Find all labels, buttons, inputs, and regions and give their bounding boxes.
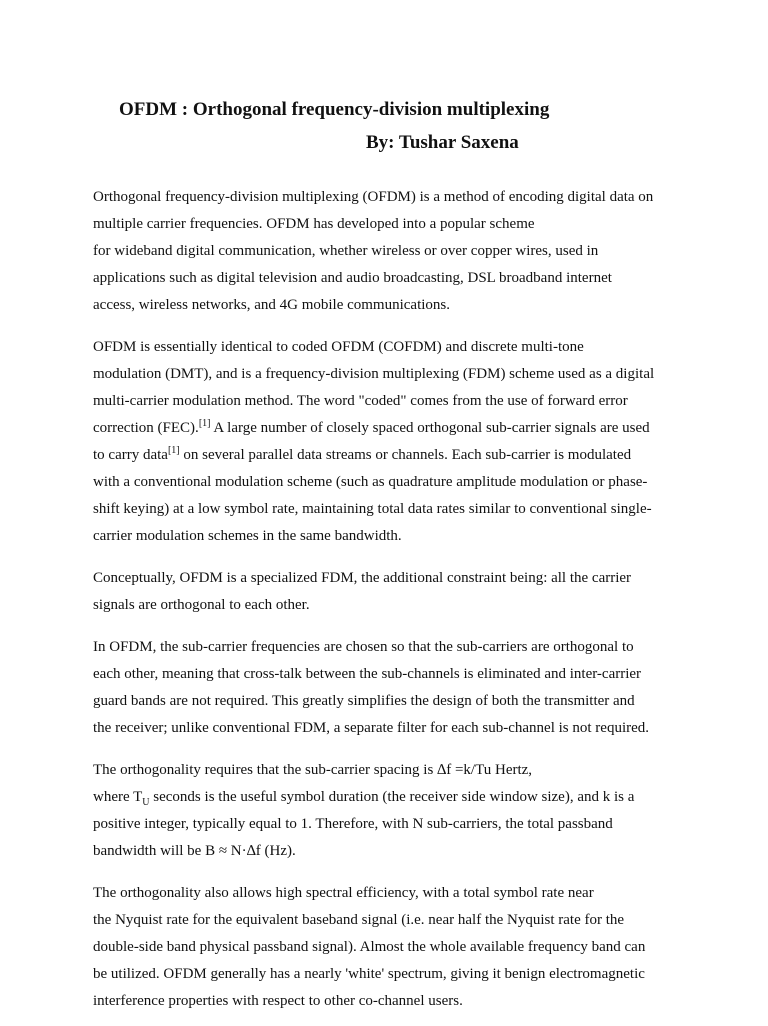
subscript: U [142,797,150,808]
text-line: the Nyquist rate for the equivalent baseband signal (i.e. near half the Nyquist rate for the [93,912,625,928]
text-line: The orthogonality requires that the sub-carrier spacing is ∆f =k/Tu Hertz, [93,762,533,778]
text-line: access, wireless networks, and 4G mobile communications. [93,297,450,313]
text-line: bandwidth will be B ≈ N·∆f (Hz). [93,843,296,859]
text-line: for wideband digital communication, whether wireless or over copper wires, used in [93,243,599,259]
paragraph-conceptually [93,565,713,619]
citation-link[interactable]: [1] [198,418,211,429]
text-line [93,442,713,469]
text-line: OFDM is essentially identical to coded OFDM (COFDM) and discrete multi-tone [93,339,584,355]
text-line: In OFDM, the sub-carrier frequencies are chosen so that the sub-carriers are orthogonal to [93,639,634,655]
text-line: with a conventional modulation scheme (such as quadrature amplitude modulation or phase- [93,474,648,490]
paragraph-spacing [93,757,713,865]
text-line: the receiver; unlike conventional FDM, a separate filter for each sub-channel is not required. [93,720,650,736]
text-line [93,784,713,811]
text-line: modulation (DMT), and is a frequency-division multiplexing (FDM) scheme used as a digital [93,366,655,382]
text-line [93,415,713,442]
text-line: Conceptually, OFDM is a specialized FDM, the additional constraint being: all the carrier [93,570,632,586]
text-segment: where T [93,789,143,805]
text-segment: to carry data [93,447,168,463]
text-line: guard bands are not required. This greatly simplifies the design of both the transmitter and [93,693,635,709]
text-line: multiple carrier frequencies. OFDM has developed into a popular scheme [93,216,535,232]
citation-link[interactable]: [1] [167,445,180,456]
text-line: positive integer, typically equal to 1. Therefore, with N sub-carriers, the total passband [93,816,613,832]
paragraph-subcarriers [93,634,713,742]
text-segment: A large number of closely spaced orthogonal sub-carrier signals are used [210,420,650,436]
text-line: double-side band physical passband signal). Almost the whole available frequency band can [93,939,646,955]
text-line: multi-carrier modulation method. The word "coded" comes from the use of forward error [93,393,628,409]
text-line: applications such as digital television and audio broadcasting, DSL broadband internet [93,270,612,286]
paragraph-efficiency [93,880,713,1015]
text-line: shift keying) at a low symbol rate, maintaining total data rates similar to conventional single- [93,501,652,517]
text-line: signals are orthogonal to each other. [93,597,310,613]
text-segment: seconds is the useful symbol duration (the receiver side window size), and k is a [149,789,635,805]
text-line: The orthogonality also allows high spectral efficiency, with a total symbol rate near [93,885,594,901]
paragraph-intro [93,184,713,319]
text-line: interference properties with respect to other co-channel users. [93,993,463,1009]
text-line: be utilized. OFDM generally has a nearly 'white' spectrum, giving it benign electromagnetic [93,966,645,982]
document-title: OFDM : Orthogonal frequency-division multiplexing [119,99,550,120]
document-body [93,184,713,1026]
text-line: each other, meaning that cross-talk between the sub-channels is eliminated and inter-carrier [93,666,642,682]
paragraph-cofdm [93,334,713,550]
author-line: By: Tushar Saxena [366,132,519,153]
text-line: carrier modulation schemes in the same bandwidth. [93,528,402,544]
text-segment: on several parallel data streams or channels. Each sub-carrier is modulated [179,447,632,463]
text-line: Orthogonal frequency-division multiplexing (OFDM) is a method of encoding digital data on [93,189,654,205]
text-segment: correction (FEC). [93,420,199,436]
